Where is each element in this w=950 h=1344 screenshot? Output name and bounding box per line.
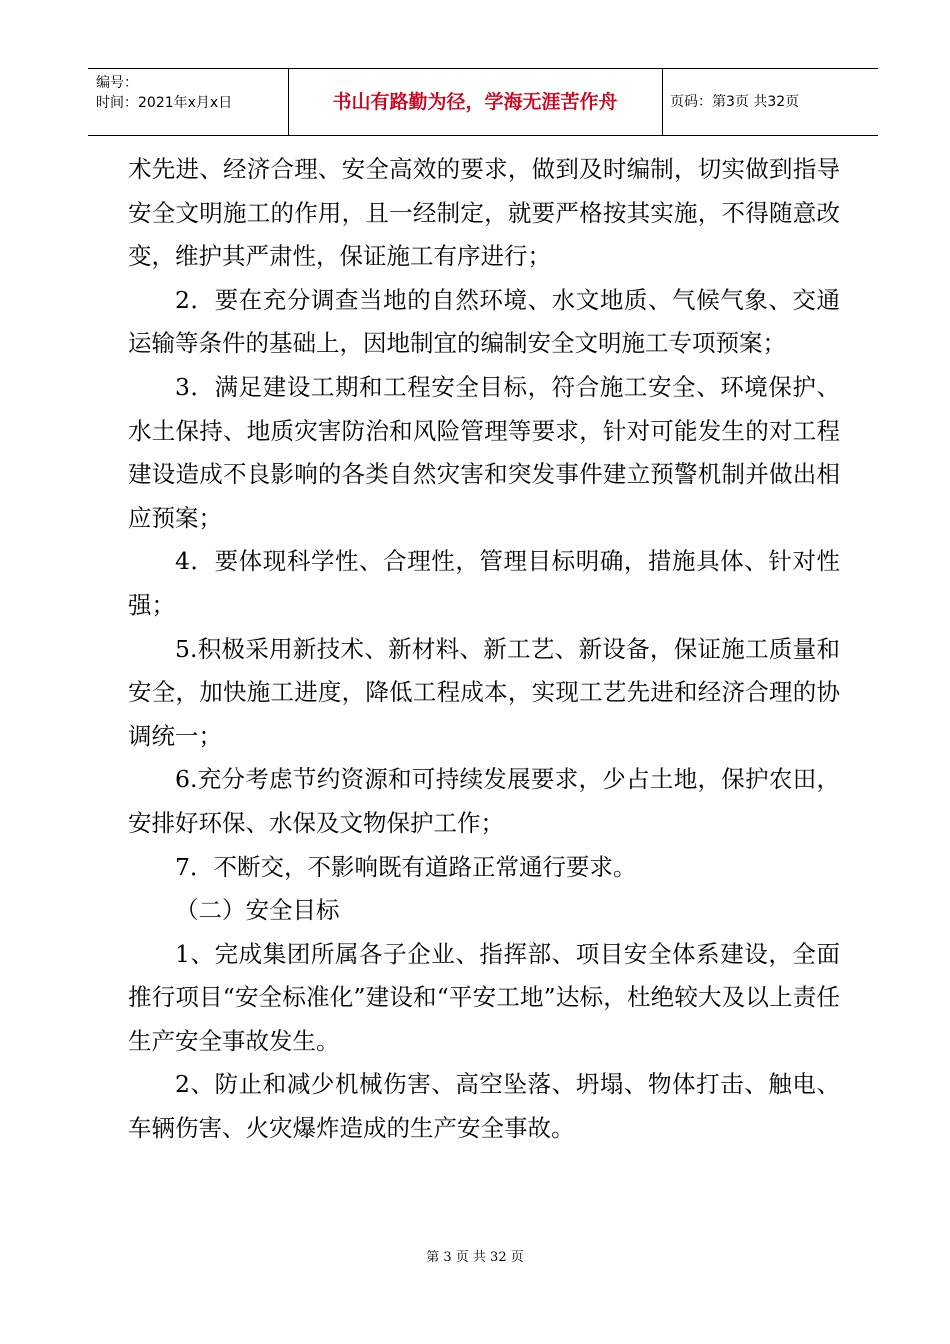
header-motto: 书山有路勤为径，学海无涯苦作舟 [332,91,618,113]
header-meta [96,73,286,113]
section-heading-safety-goals: （二）安全目标 [175,896,340,925]
document-number-label: 编号： [96,75,138,91]
paragraph-goal-1: 1、完成集团所属各子企业、指挥部、项目安全体系建设，全面推行项目“安全标准化”建设和“平安工地”达标，杜绝较大及以上责任生产安全事故发生。 [128,939,840,1055]
document-body [128,148,840,1151]
paragraph-item-3: 3．满足建设工期和工程安全目标，符合施工安全、环境保护、水土保持、地质灾害防治和风险管理等要求，针对可能发生的对工程建设造成不良影响的各类自然灾害和突发事件建立预警机制并做出相应预案； [128,372,840,532]
page-footer: 第 3 页 共 32 页 [426,1250,524,1265]
header-page-number: 页码：第3页 共32页 [670,94,800,110]
document-time-label: 时间：2021年x月x日 [96,95,233,111]
paragraph-item-7: 7．不断交，不影响既有道路正常通行要求。 [175,852,637,881]
paragraph-item-2: 2．要在充分调查当地的自然环境、水文地质、气候气象、交通运输等条件的基础上，因地制宜的编制安全文明施工专项预案； [128,285,840,358]
page-header [88,68,878,136]
header-divider-right [662,69,663,135]
paragraph-goal-2: 2、防止和减少机械伤害、高空坠落、坍塌、物体打击、触电、车辆伤害、火灾爆炸造成的生产安全事故。 [128,1070,840,1143]
paragraph-item-4: 4．要体现科学性、合理性，管理目标明确，措施具体、针对性强； [128,547,840,619]
paragraph-item-5: 5.积极采用新技术、新材料、新工艺、新设备，保证施工质量和安全，加快施工进度，降低工程成本，实现工艺先进和经济合理的协调统一； [128,634,840,750]
paragraph-item-6: 6.充分考虑节约资源和可持续发展要求，少占土地，保护农田，安排好环保、水保及文物保护工作； [128,765,840,837]
paragraph-continuation: 术先进、经济合理、安全高效的要求，做到及时编制，切实做到指导安全文明施工的作用，且一经制定，就要严格按其实施，不得随意改变，维护其严肃性，保证施工有序进行； [128,155,840,271]
